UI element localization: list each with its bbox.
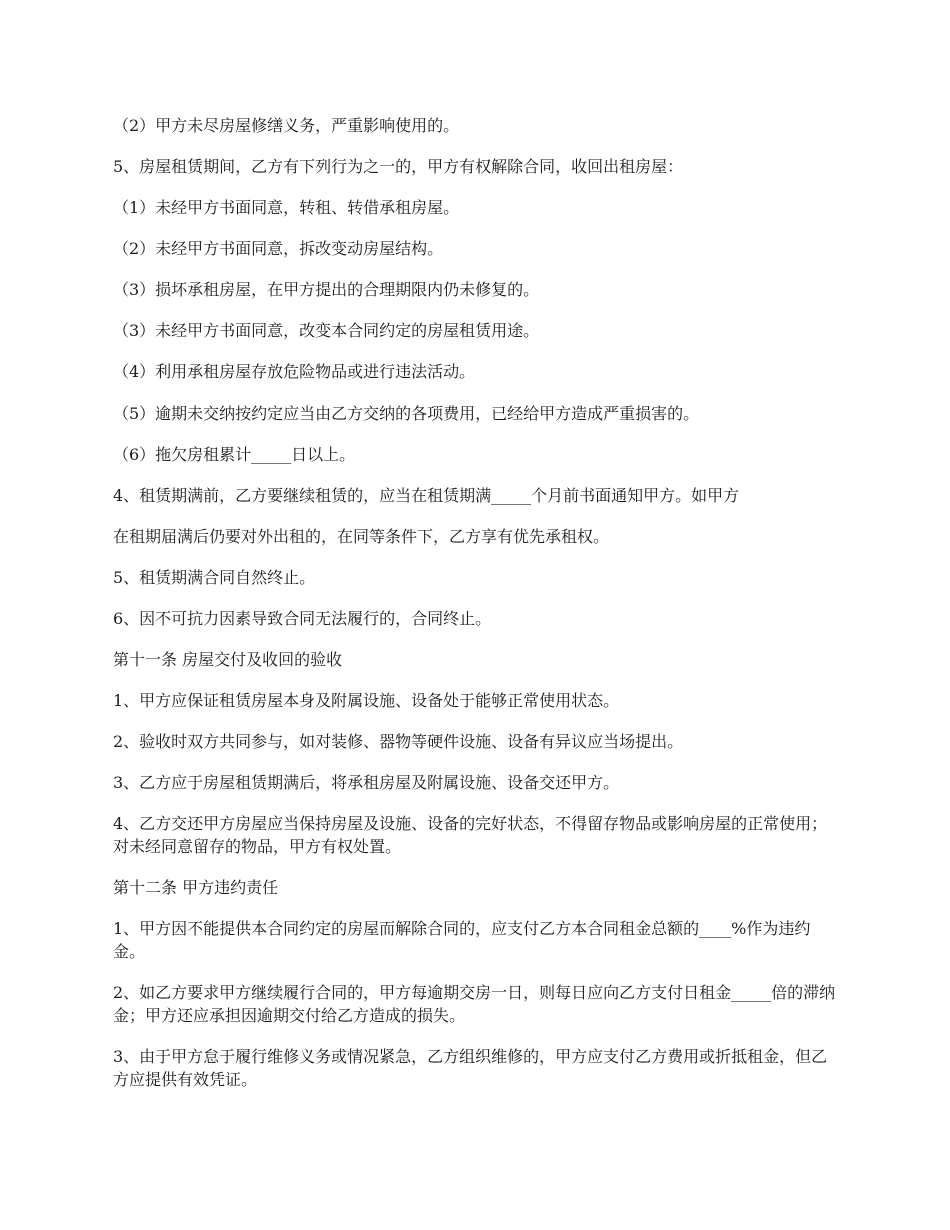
paragraph: 3、由于甲方怠于履行维修义务或情况紧急，乙方组织维修的，甲方应支付乙方费用或折抵租金，但乙方应提供有效凭证。 bbox=[113, 1047, 828, 1089]
paragraph: 2、验收时双方共同参与，如对装修、器物等硬件设施、设备有异议应当场提出。 bbox=[113, 732, 684, 751]
paragraph: （2）未经甲方书面同意，拆改变动房屋结构。 bbox=[113, 239, 444, 258]
paragraph: （3）损坏承租房屋，在甲方提出的合理期限内仍未修复的。 bbox=[113, 280, 540, 299]
paragraph: 6、因不可抗力因素导致合同无法履行的，合同终止。 bbox=[113, 609, 492, 628]
paragraph: （4）利用承租房屋存放危险物品或进行违法活动。 bbox=[113, 362, 476, 381]
paragraph: 3、乙方应于房屋租赁期满后，将承租房屋及附属设施、设备交还甲方。 bbox=[113, 773, 620, 792]
section-heading: 第十二条 甲方违约责任 bbox=[113, 878, 279, 897]
section-heading: 第十一条 房屋交付及收回的验收 bbox=[113, 650, 343, 669]
paragraph: （6）拖欠房租累计_____日以上。 bbox=[113, 445, 356, 464]
paragraph: （2）甲方未尽房屋修缮义务，严重影响使用的。 bbox=[113, 116, 460, 135]
paragraph: （3）未经甲方书面同意，改变本合同约定的房屋租赁用途。 bbox=[113, 321, 540, 340]
paragraph: （1）未经甲方书面同意，转租、转借承租房屋。 bbox=[113, 198, 460, 217]
paragraph: 4、乙方交还甲方房屋应当保持房屋及设施、设备的完好状态，不得留存物品或影响房屋的正常使用；对未经同意留存的物品，甲方有权处置。 bbox=[113, 814, 828, 856]
paragraph: 1、甲方因不能提供本合同约定的房屋而解除合同的，应支付乙方本合同租金总额的____%作为违约金。 bbox=[113, 919, 811, 961]
paragraph: 4、租赁期满前，乙方要继续租赁的，应当在租赁期满_____个月前书面通知甲方。如甲方 bbox=[113, 486, 740, 505]
paragraph: （5）逾期未交纳按约定应当由乙方交纳的各项费用，已经给甲方造成严重损害的。 bbox=[113, 404, 700, 423]
paragraph: 2、如乙方要求甲方继续履行合同的，甲方每逾期交房一日，则每日应向乙方支付日租金_____倍的滞纳金；甲方还应承担因逾期交付给乙方造成的损失。 bbox=[113, 983, 836, 1025]
paragraph: 1、甲方应保证租赁房屋本身及附属设施、设备处于能够正常使用状态。 bbox=[113, 691, 620, 710]
paragraph: 在租期届满后仍要对外出租的，在同等条件下，乙方享有优先承租权。 bbox=[113, 527, 610, 546]
paragraph: 5、房屋租赁期间，乙方有下列行为之一的，甲方有权解除合同，收回出租房屋： bbox=[113, 157, 684, 176]
paragraph: 5、租赁期满合同自然终止。 bbox=[113, 568, 316, 587]
